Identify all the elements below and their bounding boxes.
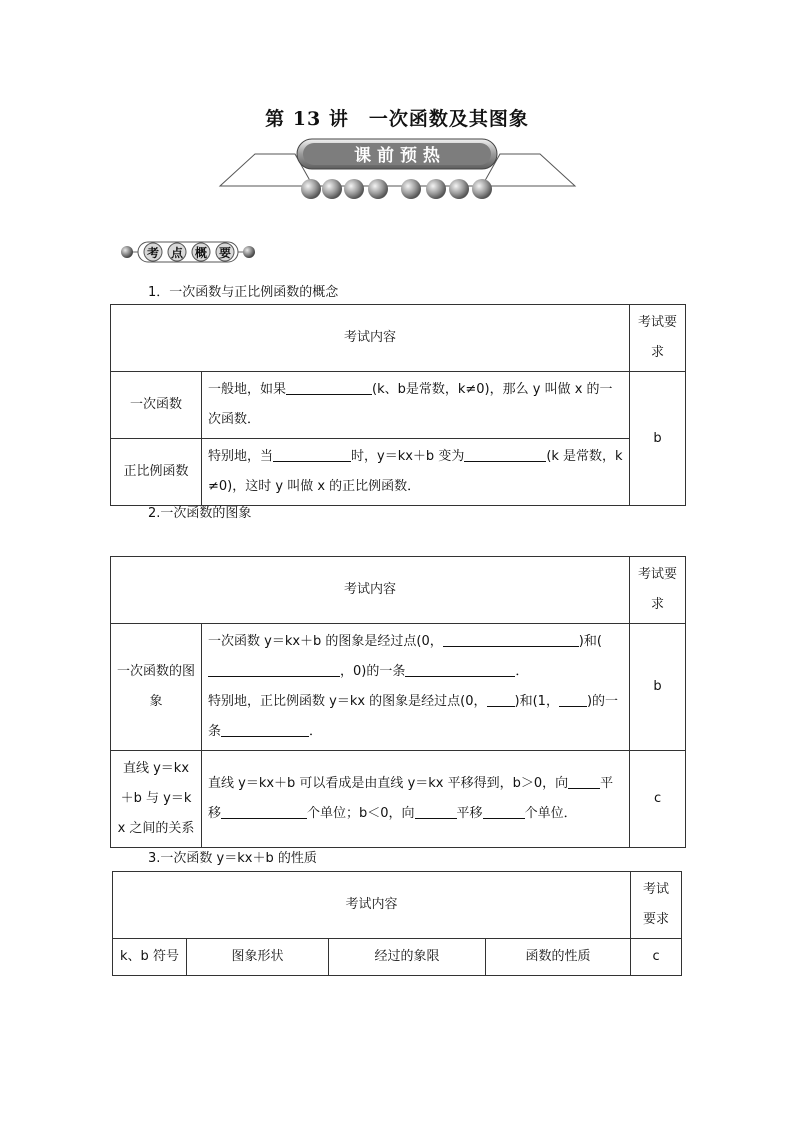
section1-heading: 1．一次函数与正比例函数的概念: [148, 285, 339, 300]
row-label-proportional-function: 正比例函数: [111, 439, 202, 506]
fill-blank[interactable]: [464, 445, 546, 462]
graph-table: [110, 556, 686, 848]
fill-blank[interactable]: [286, 378, 372, 395]
requirement-value: c: [630, 751, 686, 848]
requirement-value: c: [631, 939, 682, 976]
badge-char-2: 点: [170, 246, 184, 260]
col-properties: 函数的性质: [486, 939, 631, 976]
row-content-line-relation: 直线 y＝kx＋b 可以看成是由直线 y＝kx 平移得到，b＞0，向 平移 个单位；b＜0，向 平移 个单位．: [202, 751, 630, 848]
row-content-linear-function: 一般地，如果 (k、b是常数，k≠0)，那么 y 叫做 x 的一次函数．: [202, 372, 630, 439]
section2-heading: 2.一次函数的图象: [148, 506, 252, 521]
badge-char-1: 考: [146, 246, 160, 260]
fill-blank[interactable]: [221, 802, 307, 819]
section3-heading: 3.一次函数 y＝kx＋b 的性质: [148, 851, 317, 866]
fill-blank[interactable]: [487, 690, 515, 707]
section-banner: [215, 136, 580, 206]
fill-blank[interactable]: [273, 445, 351, 462]
banner-text: 课 前 预 热: [354, 146, 440, 166]
fill-blank[interactable]: [405, 660, 515, 677]
fill-blank[interactable]: [443, 630, 579, 647]
badge-char-4: 要: [218, 246, 232, 260]
requirement-value: b: [630, 372, 686, 506]
badge-char-3: 概: [194, 246, 208, 260]
row-label-linear-function: 一次函数: [111, 372, 202, 439]
properties-table: [112, 871, 682, 976]
fill-blank[interactable]: [415, 802, 457, 819]
fill-blank[interactable]: [208, 660, 340, 677]
row-content-proportional-function: 特别地，当 时，y＝kx＋b 变为 (k 是常数，k≠0)，这时 y 叫做 x 的正比例函数．: [202, 439, 630, 506]
col-graph-shape: 图象形状: [187, 939, 329, 976]
fill-blank[interactable]: [483, 802, 525, 819]
requirement-value: b: [630, 624, 686, 751]
header-content: 考试内容: [111, 557, 630, 624]
fill-blank[interactable]: [568, 772, 600, 789]
row-content-function-graph: 一次函数 y＝kx＋b 的图象是经过点(0， )和(，0)的一条 ． 特别地，正比例函数 y＝kx 的图象是经过点(0， )和(1， )的一条 ．: [202, 624, 630, 751]
col-quadrants: 经过的象限: [329, 939, 486, 976]
fill-blank[interactable]: [221, 720, 309, 737]
col-kb-sign: k、b 符号: [113, 939, 187, 976]
header-requirement: 考试要求: [630, 557, 686, 624]
header-requirement: 考试要求: [631, 872, 682, 939]
row-label-line-relation: 直线 y＝kx＋b 与 y＝kx 之间的关系: [111, 751, 202, 848]
page-title: 第 13 讲 一次函数及其图象: [265, 108, 529, 130]
row-label-function-graph: 一次函数的图象: [111, 624, 202, 751]
header-content: 考试内容: [111, 305, 630, 372]
header-requirement: 考试要求: [630, 305, 686, 372]
fill-blank[interactable]: [559, 690, 587, 707]
concept-table: [110, 304, 686, 506]
header-content: 考试内容: [113, 872, 631, 939]
kaodian-gaiyao-badge: [118, 240, 258, 264]
